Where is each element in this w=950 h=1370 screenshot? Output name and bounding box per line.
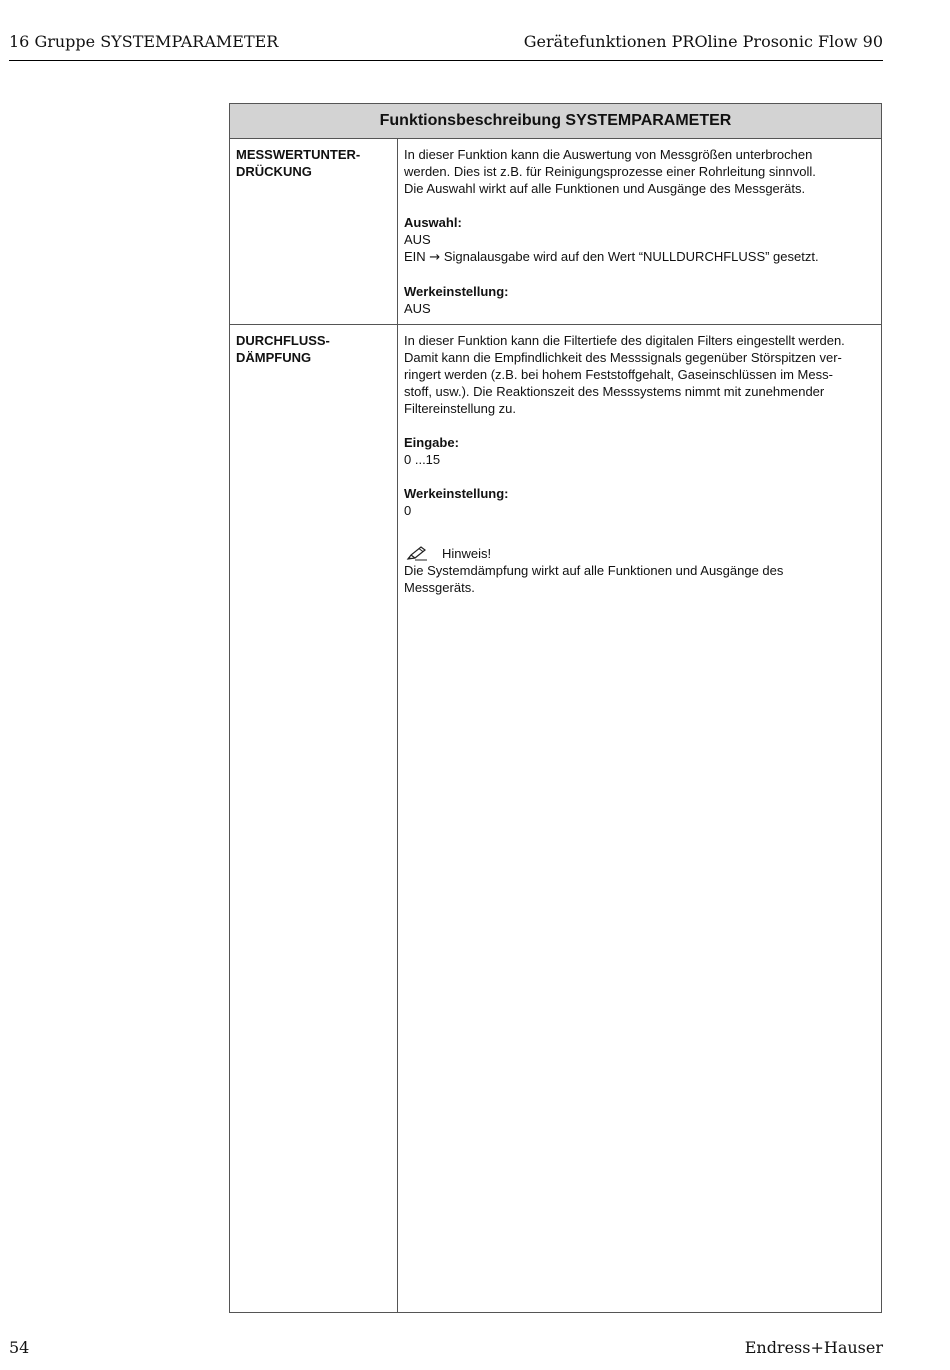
default-value: AUS [404,301,431,316]
function-description: In dieser Funktion kann die Filtertiefe des digitalen Filters eingestellt werden. Damit kann die Empfindlichkeit des Messsignals gegenüber Störspitzen ver- ringert werden (z.B. bei hohem Feststoffgehalt, Gaseinschlüssen im Mess- stoff, usw.). Die Reaktionszeit des Messsystems nimmt mit zunehmender Filtereinstellung zu. Eingabe: 0 ...15 Werkeinstellung: 0 Hinweis! Die Systemdämpfung wirkt auf alle Funktionen und Ausgänge des Messgeräts. [404,325,881,596]
note-heading [404,545,871,562]
arrow-right-icon: → [429,250,441,265]
function-table [229,103,882,1313]
function-name: DURCHFLUSS- DÄMPFUNG [236,333,330,365]
function-description: In dieser Funktion kann die Auswertung von Messgrößen unterbrochen werden. Dies ist z.B. für Reinigungsprozesse einer Rohrleitung sinnvoll. Die Auswahl wirkt auf alle Funktionen und Ausgänge des Messgeräts. Auswahl: AUS EIN → Signalausgabe wird auf den Wert “NULLDURCHFLUSS” gesetzt. Werkeinstellung: AUS [404,139,881,317]
page-number: 54 [9,1338,30,1357]
document-title: Gerätefunktionen PROline Prosonic Flow 90 [523,32,883,51]
function-name: MESSWERTUNTER- DRÜCKUNG [236,147,361,179]
pencil-icon [406,545,428,561]
note-label: Hinweis! [442,546,492,561]
chapter-title: 16 Gruppe SYSTEMPARAMETER [9,32,279,51]
default-label: Werkeinstellung: [404,486,509,501]
input-range: 0 ...15 [404,452,441,467]
option-on: EIN → Signalausgabe wird auf den Wert “NULLDURCHFLUSS” gesetzt. [404,249,819,265]
default-value: 0 [404,503,412,518]
table-row-messwertunterdrueckung [230,139,881,325]
page-header [9,31,883,61]
table-row-durchflussdaempfung [230,325,881,596]
default-label: Werkeinstellung: [404,284,509,299]
page-footer [9,1338,883,1362]
selection-label: Auswahl: [404,215,462,230]
table-title: Funktionsbeschreibung SYSTEMPARAMETER [230,104,881,139]
input-label: Eingabe: [404,435,459,450]
option-off: AUS [404,232,431,247]
brand-name: Endress+Hauser [744,1338,883,1357]
